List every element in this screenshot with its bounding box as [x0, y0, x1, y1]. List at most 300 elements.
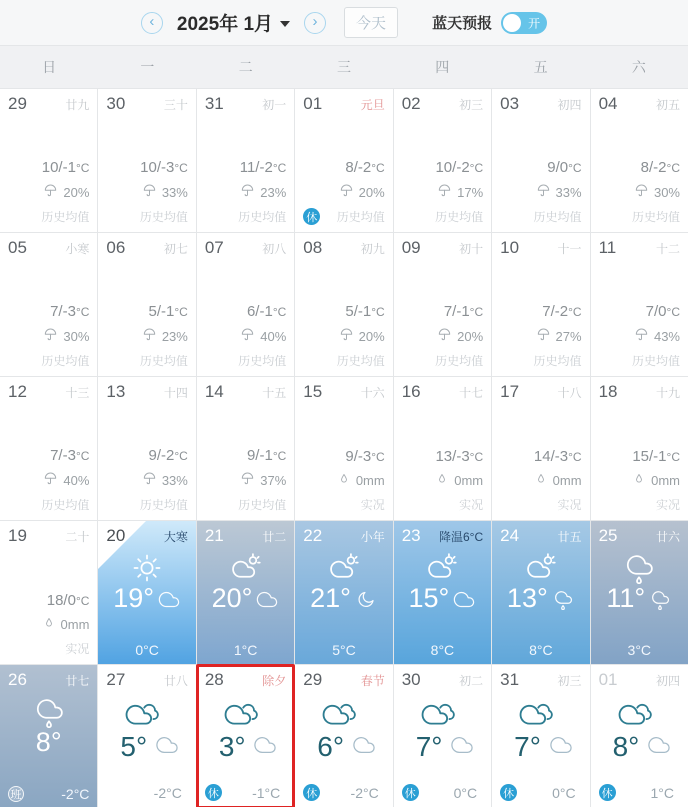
rest-day-badge: 休: [205, 784, 222, 801]
cell-header: [8, 526, 89, 546]
calendar-grid: [0, 88, 688, 807]
temp-range: 5/-1°C: [148, 303, 188, 320]
cell-header: [500, 94, 581, 114]
weather-icon-partly: [500, 552, 581, 584]
cell-header: [8, 94, 89, 114]
cell-stats: [500, 303, 581, 369]
month-title-label: 2025年 1月: [176, 14, 274, 35]
weather-icon-cloudy: [516, 696, 581, 735]
cell-stats: [500, 448, 581, 513]
umbrella-icon: [240, 327, 255, 345]
night-temp: -2°C: [350, 784, 379, 801]
precip-probability: 33%: [161, 184, 188, 200]
weekday-label-3: 三: [336, 59, 351, 75]
data-source-label: 历史均值: [238, 354, 287, 368]
cell-header: [402, 526, 483, 546]
night-temp: 0°C: [453, 784, 478, 801]
precip-probability: 20%: [358, 328, 385, 344]
calendar-cell-23[interactable]: [394, 521, 491, 664]
cell-lunar-label: 初八: [262, 242, 287, 256]
cell-header: [402, 382, 483, 402]
cell-stats: [8, 447, 89, 513]
calendar-cell-12[interactable]: [0, 377, 97, 520]
cell-stats: [205, 447, 286, 513]
temp-range: 7/-2°C: [542, 303, 582, 320]
temp-range: 9/-1°C: [246, 447, 287, 464]
calendar-cell-28[interactable]: [197, 665, 294, 807]
cell-lunar-label: 二十: [65, 530, 90, 544]
data-source-label: 历史均值: [336, 354, 385, 368]
night-temp: 1°C: [233, 642, 258, 658]
precip-probability: 23%: [260, 184, 287, 200]
cell-lunar-label: 除夕: [262, 674, 287, 688]
night-temp: 8°C: [529, 642, 553, 658]
cell-date: 05: [8, 238, 27, 257]
calendar-cell-13[interactable]: [98, 377, 195, 520]
data-source-label: 实况: [360, 498, 385, 512]
calendar-cell-03[interactable]: [492, 89, 589, 232]
calendar-cell-02[interactable]: [394, 89, 491, 232]
calendar-cell-30[interactable]: [98, 89, 195, 232]
cell-lunar-label: 初十: [459, 242, 484, 256]
cell-date: 04: [598, 94, 618, 113]
rest-day-badge: 休: [303, 208, 320, 225]
cell-date: 30: [106, 94, 126, 113]
work-day-badge: 班: [8, 786, 24, 802]
data-source-label: 历史均值: [238, 498, 287, 512]
cell-date: 13: [106, 382, 126, 401]
night-weather-icon-cloud: [154, 734, 180, 761]
cell-date: 01: [303, 94, 323, 113]
cell-stats: [599, 303, 680, 369]
weekday-label-1: 一: [140, 59, 155, 75]
cell-lunar-label: 十七: [459, 386, 484, 400]
night-temp: -2°C: [153, 784, 182, 801]
precip-probability: 30%: [63, 328, 90, 344]
cell-stats: [303, 448, 384, 513]
cell-header: [500, 382, 581, 402]
cell-date: 10: [500, 238, 520, 257]
cell-stats: [205, 159, 286, 225]
calendar-cell-29[interactable]: [295, 665, 392, 807]
precip-probability: 30%: [653, 184, 680, 200]
night-temp: 5°C: [332, 642, 356, 658]
data-source-label: 历史均值: [533, 210, 582, 224]
cell-header: [303, 238, 384, 258]
month-selector[interactable]: [177, 9, 290, 36]
data-source-label: 历史均值: [238, 210, 287, 224]
precip-probability: 23%: [161, 328, 188, 344]
cell-date: 25: [598, 526, 618, 545]
cell-lunar-label: 十五: [262, 386, 287, 400]
temp-range: 9/-3°C: [345, 448, 385, 465]
night-weather-icon-cloud: [252, 734, 278, 761]
weather-icon-cloudy: [122, 696, 187, 735]
precip-probability: 20%: [358, 184, 385, 200]
cell-lunar-label: 三十: [163, 98, 188, 112]
temp-range: 15/-1°C: [632, 448, 680, 465]
cell-header: [303, 94, 384, 114]
calendar-cell-11[interactable]: [591, 233, 688, 376]
weather-icon-cloudy: [319, 696, 384, 735]
cell-lunar-label: 降温6°C: [439, 530, 484, 544]
cell-lunar-label: 小寒: [65, 242, 90, 256]
cell-date: 02: [401, 94, 421, 113]
weather-icon-rain: [599, 552, 680, 584]
umbrella-icon: [437, 327, 452, 345]
cell-date: 12: [8, 382, 27, 401]
temp-range: 6/-1°C: [246, 303, 287, 320]
data-source-label: 历史均值: [41, 498, 90, 512]
cell-date: 26: [8, 670, 27, 689]
calendar-cell-17[interactable]: [492, 377, 589, 520]
cell-lunar-label: 初九: [360, 242, 385, 256]
precip-probability: 33%: [161, 472, 188, 488]
temp-range: 10/-2°C: [435, 159, 484, 176]
temp-range: 9/-2°C: [148, 447, 188, 464]
day-temp: 15°: [408, 583, 450, 613]
today-button[interactable]: 今天: [344, 7, 398, 38]
cell-header: [8, 382, 89, 402]
weekday-label-6: 六: [631, 59, 646, 75]
calendar-cell-26[interactable]: [0, 665, 97, 807]
cell-lunar-label: 初二: [459, 674, 484, 688]
cell-stats: [402, 448, 483, 513]
cell-lunar-label: 十三: [65, 386, 90, 400]
cell-header: [599, 238, 680, 258]
cell-stats: [8, 592, 89, 657]
calendar-cell-08[interactable]: [295, 233, 392, 376]
cell-lunar-label: 十九: [655, 386, 680, 400]
raindrop-icon: [42, 616, 56, 633]
weather-icon-partly: [205, 552, 286, 584]
night-weather-icon-cloud: [452, 586, 476, 612]
umbrella-icon: [634, 183, 649, 201]
day-temp: 20°: [211, 583, 253, 613]
umbrella-icon: [240, 183, 255, 201]
weather-icon-cloudy: [418, 696, 483, 735]
cell-header: [205, 526, 286, 546]
cell-lunar-label: 十四: [163, 386, 188, 400]
night-temp: 8°C: [430, 642, 455, 658]
weather-icon-rain: [8, 696, 89, 728]
night-temp: 0°C: [552, 784, 576, 801]
cell-header: [8, 238, 89, 258]
day-temp: 3°: [218, 731, 246, 762]
calendar-cell-09[interactable]: [394, 233, 491, 376]
weekday-label-4: 四: [435, 59, 450, 75]
calendar-cell-06[interactable]: [98, 233, 195, 376]
temp-range: 7/-3°C: [50, 303, 90, 320]
precip-probability: 20%: [457, 328, 484, 344]
cell-date: 20: [106, 526, 126, 545]
data-source-label: 实况: [557, 498, 582, 512]
night-weather-icon-moon: [354, 586, 378, 612]
data-source-label: 历史均值: [139, 354, 188, 368]
cell-header: [402, 670, 483, 690]
cell-date: 08: [303, 238, 323, 257]
cell-date: 01: [598, 670, 618, 689]
raindrop-icon: [435, 472, 449, 489]
precip-probability: 20%: [63, 184, 90, 200]
cell-date: 07: [204, 238, 224, 257]
calendar-cell-27[interactable]: [98, 665, 195, 807]
temp-range: 9/0°C: [547, 159, 582, 176]
precip-probability: 40%: [63, 472, 90, 488]
calendar-cell-05[interactable]: [0, 233, 97, 376]
cell-date: 06: [106, 238, 126, 257]
umbrella-icon: [43, 327, 58, 345]
data-source-label: 历史均值: [435, 210, 484, 224]
calendar-cell-25[interactable]: [591, 521, 688, 664]
calendar-cell-20[interactable]: [98, 521, 195, 664]
raindrop-icon: [632, 472, 646, 489]
calendar-cell-18[interactable]: [591, 377, 688, 520]
calendar-cell-14[interactable]: [197, 377, 294, 520]
temp-range: 8/-2°C: [640, 159, 680, 176]
precip-amount: 0mm: [454, 473, 484, 488]
cell-header: [303, 526, 384, 546]
night-temp: 3°C: [627, 642, 652, 658]
cell-date: 21: [204, 526, 224, 545]
cell-header: [500, 526, 581, 546]
night-weather-icon-cloud: [646, 734, 672, 761]
night-weather-icon-cloud: [449, 734, 475, 761]
cell-date: 23: [401, 526, 421, 545]
temp-range: 10/-3°C: [140, 159, 188, 176]
cell-lunar-label: 初四: [655, 674, 680, 688]
raindrop-icon: [337, 472, 351, 489]
toggle-state-label: 开: [528, 16, 541, 30]
calendar-cell-24[interactable]: [492, 521, 589, 664]
umbrella-icon: [142, 183, 157, 201]
cell-header: [303, 670, 384, 690]
next-month-button[interactable]: ›: [304, 12, 326, 34]
cell-lunar-label: 春节: [360, 674, 385, 688]
day-temp: 21°: [310, 583, 351, 613]
blue-sky-forecast-label: 蓝天预报: [432, 15, 493, 32]
calendar-cell-04[interactable]: [591, 89, 688, 232]
cell-lunar-label: 初五: [655, 98, 680, 112]
cell-lunar-label: 十一: [557, 242, 582, 256]
rest-day-badge: 休: [303, 784, 320, 801]
cell-lunar-label: 廿五: [557, 530, 582, 544]
night-weather-icon-cloud: [157, 586, 181, 612]
precip-probability: 33%: [555, 184, 582, 200]
night-temp: -2°C: [61, 786, 90, 802]
weather-icon-partly: [303, 552, 384, 584]
weather-icon-sunny: [106, 552, 187, 584]
calendar-cell-31[interactable]: [197, 89, 294, 232]
cell-header: [106, 382, 187, 402]
cell-date: 14: [204, 382, 224, 401]
umbrella-icon: [339, 183, 354, 201]
cell-stats: [402, 159, 483, 225]
cell-date: 09: [401, 238, 421, 257]
day-temp: 11°: [606, 583, 646, 613]
cell-date: 19: [8, 526, 27, 545]
blue-sky-toggle[interactable]: [501, 12, 547, 34]
calendar-cell-19[interactable]: [0, 521, 97, 664]
night-weather-icon-cloud: [351, 734, 377, 761]
cell-header: [402, 238, 483, 258]
precip-probability: 17%: [457, 184, 484, 200]
data-source-label: 历史均值: [631, 354, 680, 368]
rest-day-badge: 休: [402, 784, 419, 801]
data-source-label: 历史均值: [41, 354, 90, 368]
cell-lunar-label: 十八: [557, 386, 582, 400]
cell-lunar-label: 廿九: [65, 98, 90, 112]
cell-date: 17: [500, 382, 520, 401]
calendar-cell-10[interactable]: [492, 233, 589, 376]
cell-header: [599, 94, 680, 114]
weekday-label-5: 五: [533, 59, 548, 75]
cell-lunar-label: 十六: [360, 386, 385, 400]
umbrella-icon: [240, 471, 255, 489]
umbrella-icon: [536, 327, 551, 345]
cell-header: [500, 670, 581, 690]
cell-date: 29: [8, 94, 27, 113]
temp-range: 7/-1°C: [443, 303, 484, 320]
data-source-label: 历史均值: [41, 210, 90, 224]
temp-range: 13/-3°C: [435, 448, 484, 465]
cell-header: [205, 238, 286, 258]
day-temp: 8°: [35, 727, 62, 757]
umbrella-icon: [43, 471, 58, 489]
cell-lunar-label: 初一: [262, 98, 287, 112]
cell-date: 31: [204, 94, 224, 113]
cell-header: [599, 382, 680, 402]
cell-lunar-label: 小年: [360, 530, 385, 544]
cell-lunar-label: 廿六: [655, 530, 680, 544]
cell-lunar-label: 元旦: [360, 98, 385, 112]
day-temp: 7°: [415, 731, 443, 762]
cell-date: 30: [401, 670, 421, 689]
data-source-label: 实况: [655, 498, 680, 512]
weekday-label-0: 日: [42, 59, 57, 75]
cell-lunar-label: 十二: [655, 242, 680, 256]
calendar-cell-22[interactable]: [295, 521, 392, 664]
umbrella-icon: [536, 183, 551, 201]
precip-amount: 0mm: [552, 473, 582, 488]
data-source-label: 历史均值: [631, 210, 680, 224]
precip-probability: 40%: [260, 328, 287, 344]
cell-date: 28: [204, 670, 224, 689]
cell-lunar-label: 廿二: [262, 530, 287, 544]
data-source-label: 历史均值: [435, 354, 484, 368]
calendar-cell-16[interactable]: [394, 377, 491, 520]
calendar-cell-21[interactable]: [197, 521, 294, 664]
cell-lunar-label: 初四: [557, 98, 582, 112]
night-temp: 1°C: [650, 784, 674, 801]
night-weather-icon-cloud: [255, 586, 279, 612]
cell-date: 22: [303, 526, 323, 545]
cell-date: 16: [401, 382, 421, 401]
cell-date: 18: [598, 382, 618, 401]
cell-header: [106, 526, 187, 546]
cell-header: [106, 670, 187, 690]
toggle-knob-icon: [503, 14, 521, 32]
calendar-cell-01[interactable]: [295, 89, 392, 232]
night-temp: 0°C: [135, 642, 159, 658]
cell-stats: [500, 159, 581, 225]
temp-range: 18/0°C: [46, 592, 90, 609]
cell-date: 15: [303, 382, 323, 401]
cell-header: [8, 670, 89, 690]
weekday-header-row: [0, 46, 688, 88]
temp-range: 8/-2°C: [345, 159, 385, 176]
cell-stats: [599, 448, 680, 513]
calendar-cell-01[interactable]: [591, 665, 688, 807]
cell-header: [500, 238, 581, 258]
temp-range: 14/-3°C: [533, 448, 582, 465]
day-temp: 19°: [113, 583, 155, 613]
precip-amount: 0mm: [60, 617, 90, 632]
day-temp: 5°: [120, 731, 148, 762]
day-temp: 6°: [317, 731, 345, 762]
cell-stats: [303, 303, 384, 369]
temp-range: 5/-1°C: [345, 303, 385, 320]
cell-header: [599, 670, 680, 690]
calendar-cell-15[interactable]: [295, 377, 392, 520]
precip-probability: 27%: [555, 328, 582, 344]
cell-stats: [8, 303, 89, 369]
blue-sky-forecast-group: [432, 12, 547, 34]
cell-header: [402, 94, 483, 114]
raindrop-icon: [534, 472, 548, 489]
umbrella-icon: [142, 471, 157, 489]
cell-lunar-label: 廿八: [163, 674, 188, 688]
cell-date: 11: [598, 238, 617, 257]
cell-header: [106, 238, 187, 258]
weather-icon-partly: [402, 552, 483, 584]
data-source-label: 历史均值: [533, 354, 582, 368]
rest-day-badge: 休: [500, 784, 517, 801]
cell-header: [205, 382, 286, 402]
cell-header: [303, 382, 384, 402]
temp-range: 11/-2°C: [239, 159, 287, 176]
night-weather-icon-rain: [551, 586, 575, 612]
prev-month-button[interactable]: ‹: [141, 12, 163, 34]
calendar-cell-30[interactable]: [394, 665, 491, 807]
precip-amount: 0mm: [651, 473, 680, 488]
cell-date: 27: [106, 670, 126, 689]
calendar-cell-29[interactable]: [0, 89, 97, 232]
umbrella-icon: [634, 327, 649, 345]
dropdown-caret-icon: [280, 21, 290, 27]
temp-range: 10/-1°C: [41, 159, 90, 176]
day-temp: 7°: [514, 731, 541, 762]
cell-date: 03: [500, 94, 520, 113]
cell-header: [205, 670, 286, 690]
cell-lunar-label: 大寒: [163, 530, 188, 544]
top-bar: [0, 0, 688, 46]
data-source-label: 实况: [459, 498, 484, 512]
data-source-label: 历史均值: [336, 210, 385, 224]
precip-probability: 43%: [653, 328, 680, 344]
umbrella-icon: [142, 327, 157, 345]
weather-icon-cloudy: [615, 696, 680, 735]
cell-stats: [599, 159, 680, 225]
cell-stats: [106, 447, 187, 513]
cell-stats: [8, 159, 89, 225]
umbrella-icon: [437, 183, 452, 201]
calendar-cell-07[interactable]: [197, 233, 294, 376]
cell-lunar-label: 初三: [459, 98, 484, 112]
weekday-label-2: 二: [238, 59, 253, 75]
calendar-cell-31[interactable]: [492, 665, 589, 807]
precip-amount: 0mm: [355, 473, 385, 488]
